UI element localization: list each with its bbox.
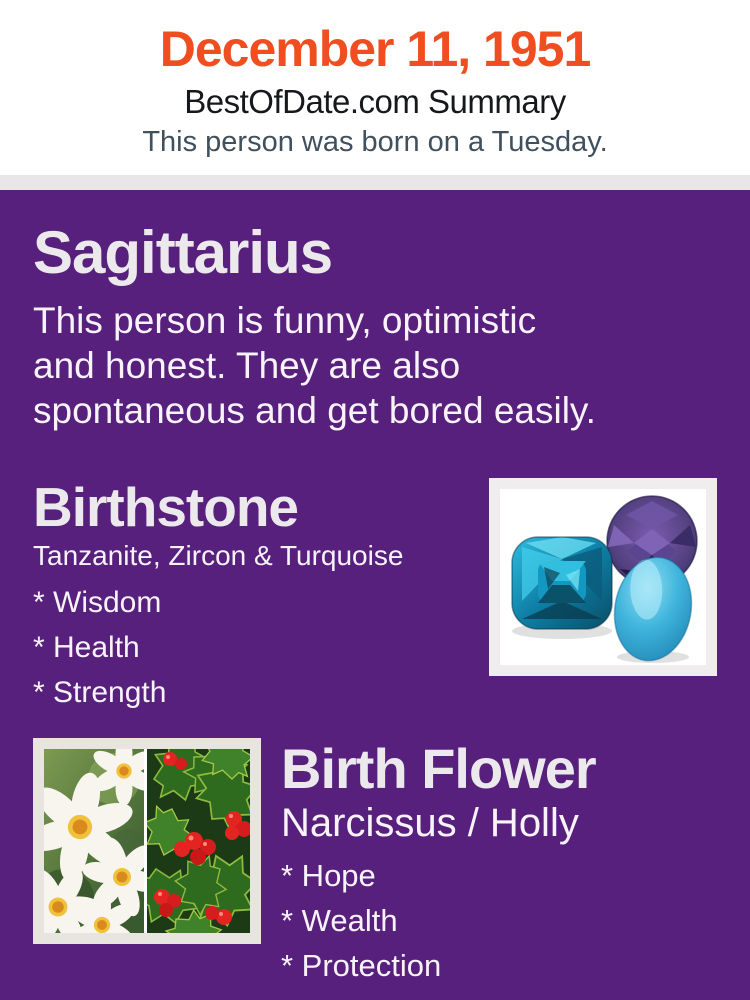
birthstone-trait-item: * Health [33, 631, 140, 664]
zodiac-sign-title: Sagittarius [33, 219, 333, 286]
birthstone-text-column [33, 478, 489, 723]
birth-flower-section [33, 738, 717, 995]
photo-divider [144, 749, 147, 933]
born-day-text: This person was born on a Tuesday. [142, 126, 608, 158]
birth-flower-title: Birth Flower [281, 737, 596, 800]
birth-flower-text-column [281, 738, 596, 995]
birth-flower-trait-item: * Protection [281, 948, 442, 983]
zodiac-description-line: This person is funny, optimistic [33, 300, 537, 341]
birthstone-title: Birthstone [33, 476, 298, 538]
birth-date-title: December 11, 1951 [159, 21, 591, 77]
birth-flower-trait-item: * Wealth [281, 903, 398, 938]
birthstone-trait-item: * Strength [33, 676, 167, 709]
zodiac-description-line: and honest. They are also [33, 345, 461, 386]
divider-bar [0, 175, 750, 190]
zodiac-description [33, 298, 717, 433]
birthstone-trait-item: * Wisdom [33, 586, 162, 619]
birthstone-trait-list [33, 588, 489, 708]
header [0, 0, 750, 175]
narcissus-holly-image [33, 738, 261, 944]
summary-body [0, 190, 750, 1000]
gemstones-illustration [500, 489, 706, 665]
birth-flower-trait-list [281, 860, 596, 981]
birthstone-names: Tanzanite, Zircon & Turquoise [33, 540, 404, 571]
gemstones-image [489, 478, 717, 676]
birth-flower-trait-item: * Hope [281, 858, 376, 893]
zircon-gem [512, 537, 612, 629]
site-summary-subtitle: BestOfDate.com Summary [184, 83, 566, 120]
zodiac-description-line: spontaneous and get bored easily. [33, 390, 596, 431]
birth-flower-names: Narcissus / Holly [281, 801, 579, 845]
flowers-illustration [44, 749, 250, 933]
birthstone-section [33, 478, 717, 723]
